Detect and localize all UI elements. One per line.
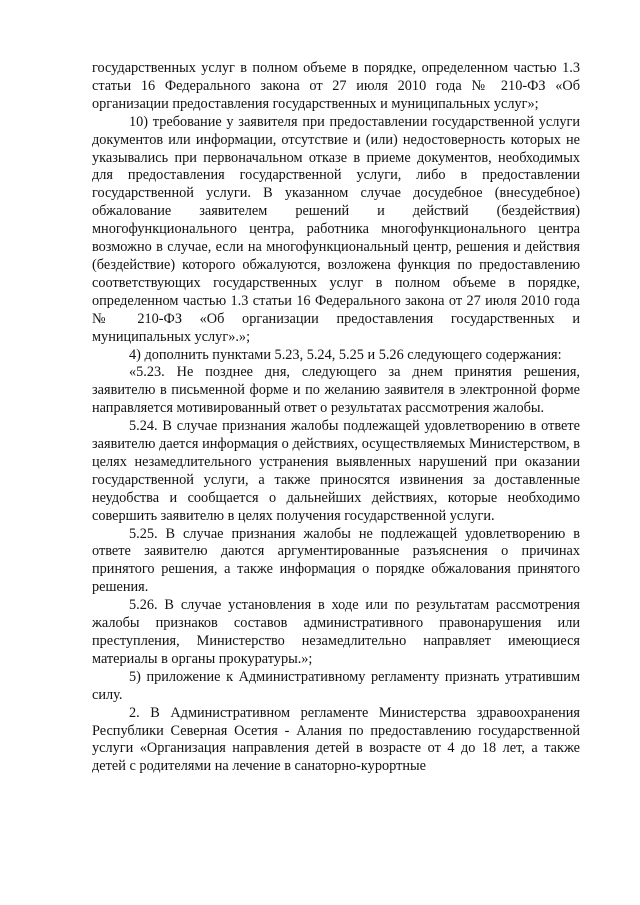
paragraph-clause-5-23: «5.23. Не позднее дня, следующего за днем принятия решения, заявителю в письменной форме и по желанию заявителя в электронной форме направляется мотивированный ответ о результатах рассмотрения жалобы. xyxy=(92,364,580,417)
paragraph-clause-5-24: 5.24. В случае признания жалобы подлежащей удовлетворению в ответе заявителю дается информация о действиях, осуществляемых Министерством, в целях незамедлительного устранения выявленных нарушений при оказании государственной услуги, а также приносятся извинения за доставленные неудобства и сообщается о дальнейших действиях, которые необходимо совершить заявителю в целях получения государственной услуги. xyxy=(92,418,580,524)
paragraph-continuation: государственных услуг в полном объеме в порядке, определенном частью 1.3 статьи 16 Федерального закона от 27 июля 2010 года № 210-ФЗ «Об организации предоставления государственных и муниципальных услуг»; xyxy=(92,60,580,112)
paragraph-item-10: 10) требование у заявителя при предоставлении государственной услуги документов или информации, отсутствие и (или) недостоверность которых не указывались при первоначальном отказе в приеме документов, необходимых для предоставления государственной услуги, либо в предоставлении государственной услуги. В указанном случае досудебное (внесудебное) обжалование заявителем решений и действий (бездействия) многофункционального центра, работника многофункционального центра возможно в случае, если на многофункциональный центр, решения и действия (бездействие) которого обжалуются, возложена функция по предоставлению соответствующих государственных услуг в полном объеме в порядке, определенном частью 1.3 статьи 16 Федерального закона от 27 июля 2010 года № 210-ФЗ «Об организации предоставления государственных и муниципальных услуг».»; xyxy=(92,113,580,345)
paragraph-clause-5-26: 5.26. В случае установления в ходе или по результатам рассмотрения жалобы признаков составов административного правонарушения или преступления, Министерство незамедлительно направляет имеющиеся материалы в органы прокуратуры.»; xyxy=(92,597,580,667)
paragraph-section-2: 2. В Административном регламенте Министерства здравоохранения Республики Северная Осетия - Алания по предоставлению государственной услуги «Организация направления детей в возрасте от 4 до 18 лет, а также детей с родителями на лечение в санаторно-курортные xyxy=(92,704,580,775)
paragraph-item-5: 5) приложение к Административному регламенту признать утратившим силу. xyxy=(92,668,580,703)
paragraph-clause-5-25: 5.25. В случае признания жалобы не подлежащей удовлетворению в ответе заявителю даются аргументированные разъяснения о причинах принятого решения, а также информация о порядке обжалования принятого решения. xyxy=(92,525,580,596)
paragraph-item-4: 4) дополнить пунктами 5.23, 5.24, 5.25 и 5.26 следующего содержания: xyxy=(129,346,562,363)
